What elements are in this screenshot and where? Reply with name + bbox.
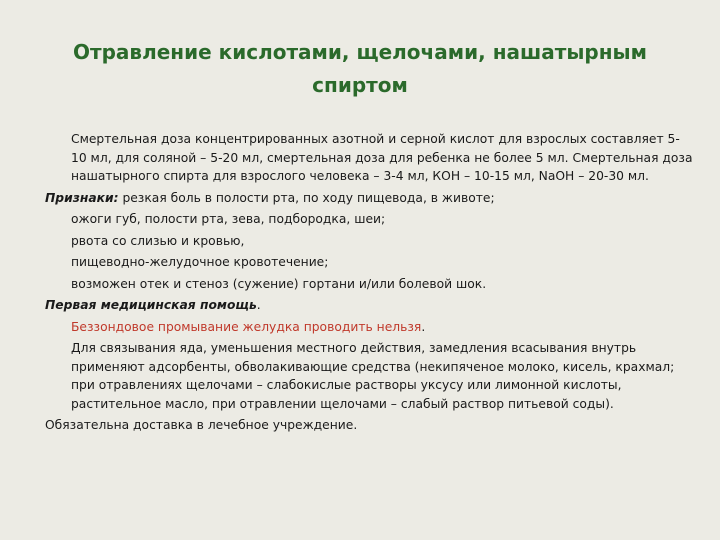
intro-paragraph: Смертельная доза концентрированных азотной и серной кислот для взрослых составляет 5-10 мл, для соляной – 5-20 мл, смертельная доза для ребенка не более 5 мл. Смертельная доза нашатырного спирта для взрослого человека – 3-4 мл, КОН – 10-15 мл, NaOH – 20-30 мл. bbox=[71, 132, 693, 183]
gastric-lavage-warning: Беззондовое промывание желудка проводить нельзя bbox=[71, 319, 422, 334]
first-aid-label-end: . bbox=[256, 298, 261, 312]
signs-item: пищеводно-желудочное кровотечение; bbox=[71, 255, 329, 269]
slide-title: Отравление кислотами, щелочами, нашатырным спиртом bbox=[73, 40, 647, 97]
first-aid-heading bbox=[45, 296, 695, 315]
binding-paragraph: Для связывания яда, уменьшения местного действия, замедления всасывания внутрь применяют адсорбенты, обволакивающие средства (некипяченое молоко, кисель, крахмал; при отравлениях щелочами – слабокислые растворы уксусу или лимонной кислоты, растительное масло, при отравлении щелочами – слабый раствор питьевой соды). bbox=[71, 341, 675, 411]
signs-first-item: резкая боль в полости рта, по ходу пищевода, в животе; bbox=[118, 190, 495, 205]
warning-paragraph bbox=[45, 318, 695, 337]
first-aid-label: Первая медицинская помощь bbox=[45, 298, 257, 312]
signs-item: ожоги губ, полости рта, зева, подбородка, шеи; bbox=[71, 212, 386, 226]
signs-label: Признаки: bbox=[45, 190, 119, 205]
signs-paragraph bbox=[45, 189, 695, 208]
warning-end: . bbox=[421, 319, 426, 334]
delivery-paragraph: Обязательна доставка в лечебное учреждение. bbox=[45, 418, 358, 432]
slide-body bbox=[45, 130, 695, 438]
signs-item: рвота со слизью и кровью, bbox=[71, 233, 245, 248]
signs-item: возможен отек и стеноз (сужение) гортани и/или болевой шок. bbox=[71, 276, 487, 291]
